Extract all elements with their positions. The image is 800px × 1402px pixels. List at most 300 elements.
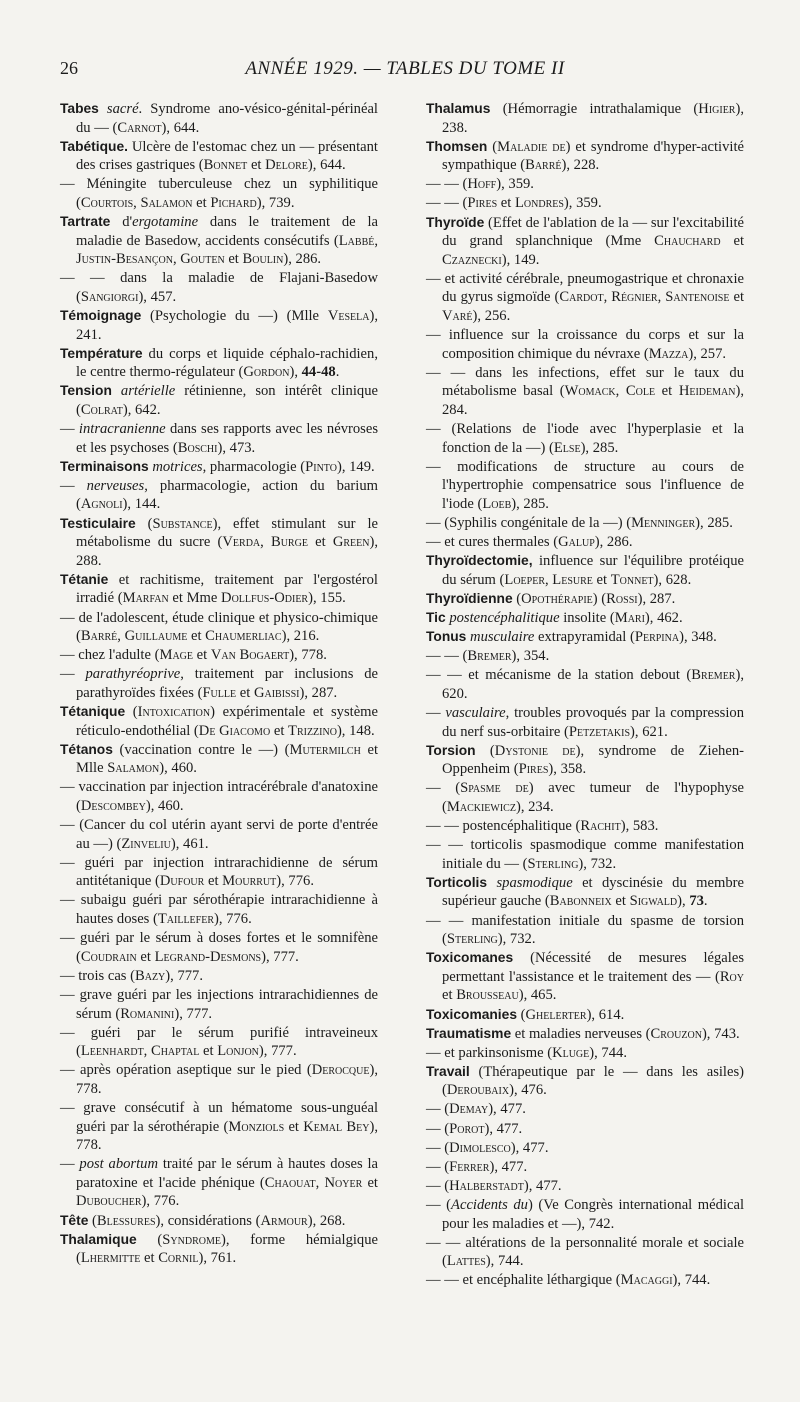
entry-text: ), 744. <box>485 1253 524 1270</box>
entry-text: — ( <box>426 1158 450 1175</box>
index-entry <box>60 703 378 740</box>
entry-headword: Tic <box>426 610 446 626</box>
entry-text: dans ses rapports avec les névroses et les psychoses ( <box>76 421 378 456</box>
entry-text: Armour <box>260 1212 308 1229</box>
entry-text: artérielle <box>111 383 176 400</box>
entry-text: Pichard <box>210 194 257 211</box>
entry-text: ( <box>88 1212 97 1229</box>
entry-text: ), 644. <box>161 119 200 136</box>
entry-text: Mutermilch <box>289 741 361 758</box>
entry-text: ), 460. <box>145 797 184 814</box>
entry-headword: Température <box>60 345 143 361</box>
entry-text: — — et mécanisme de la station debout ( <box>426 667 692 684</box>
entry-text: ), 241. <box>76 308 378 343</box>
entry-text: ), <box>289 364 302 381</box>
index-entry <box>426 1271 744 1290</box>
entry-text: ), 216. <box>281 628 320 645</box>
entry-text: post abortum <box>79 1156 159 1173</box>
entry-text: Fulle <box>202 684 237 701</box>
entry-text: et <box>187 628 206 645</box>
entry-text: . <box>703 893 708 910</box>
entry-text: Substance <box>152 515 213 532</box>
entry-text: ), 238. <box>442 101 744 136</box>
entry-text: De Giacomo <box>198 722 271 739</box>
entry-text: Taillefer <box>157 911 215 928</box>
entry-text: (vaccination contre le —) ( <box>112 741 290 758</box>
entry-text: — ( <box>426 1120 450 1137</box>
entry-text: ) ( <box>592 590 607 607</box>
entry-text: ), 732. <box>497 931 536 948</box>
entry-headword: Témoignage <box>60 308 142 324</box>
index-entry <box>426 609 744 628</box>
entry-text: ), 155. <box>308 590 346 607</box>
entry-text: Higier <box>698 101 736 117</box>
entry-text: Macaggi <box>620 1272 673 1289</box>
entry-text: lle <box>88 760 104 777</box>
index-entry <box>426 1100 744 1119</box>
entry-text: — après opération aseptique sur le pied ( <box>60 1062 312 1079</box>
index-column-left <box>60 100 378 1268</box>
entry-text: ), 778. <box>76 1062 378 1097</box>
entry-text: ), 354. <box>511 648 550 665</box>
entry-text: Romanini <box>120 1005 175 1022</box>
entry-headword: Thalamus <box>426 101 491 116</box>
entry-text: ), 149. <box>336 458 375 475</box>
index-entry <box>60 100 378 137</box>
entry-text: — et parkinsonisme ( <box>426 1044 553 1061</box>
entry-headword: Torticolis <box>426 874 488 890</box>
entry-text: ), 461. <box>170 835 209 852</box>
entry-text: ), 644. <box>307 157 346 174</box>
entry-text: — (Cancer du col utérin ayant servi de porte d'entrée au —) ( <box>60 817 378 852</box>
entry-text: ), 777. <box>258 1043 297 1060</box>
entry-text: — — ( <box>426 176 468 193</box>
entry-text: Syndrome <box>162 1231 221 1248</box>
entry-text: me <box>623 233 642 250</box>
entry-text: Cornil <box>158 1250 199 1267</box>
entry-text: — — dans la maladie de Flajani-Basedow ( <box>60 270 378 305</box>
entry-text: Mazza <box>648 345 689 362</box>
entry-text: et M <box>168 590 200 607</box>
entry-text: Trizzino <box>288 722 337 739</box>
running-title: ANNÉE 1929. — TABLES DU TOME II <box>245 58 565 79</box>
index-entry <box>426 949 744 1005</box>
index-entry <box>426 647 744 666</box>
entry-text: — modifications de structure au cours de l'hypertrophie compensatrice sous l'influence de l'iode ( <box>426 458 744 512</box>
entry-headword: Thomsen <box>426 138 488 154</box>
entry-headword: Tétanique <box>60 704 126 719</box>
entry-headword: Terminaisons <box>60 458 149 474</box>
entry-text: — <box>60 477 87 494</box>
entry-text: ), 621. <box>630 723 668 740</box>
entry-text: Opothérapie <box>521 590 593 607</box>
entry-text: Chauchard <box>654 233 721 250</box>
entry-text: , troubles provoqués par la compression du nerf sus-orbitaire ( <box>442 705 744 740</box>
entry-text: ), 776. <box>276 873 314 890</box>
entry-text: — — torticolis spasmodique comme manifestation initiale du — ( <box>426 837 744 872</box>
entry-text: Sangiorgi <box>80 288 139 305</box>
entry-text: Galup <box>558 534 595 551</box>
entry-text: — guéri par injection intrarachidienne de sérum antitétanique ( <box>60 854 378 890</box>
entry-text: et <box>307 534 333 551</box>
entry-text: Spasme de <box>460 780 529 797</box>
index-entry <box>60 609 378 646</box>
index-entry <box>60 778 378 815</box>
entry-text: ), 477. <box>523 1177 562 1194</box>
entry-text: ), 285. <box>580 439 619 456</box>
entry-text: — <box>60 1156 80 1173</box>
entry-text: et <box>199 1043 218 1060</box>
entry-text: ), forme hémialgique ( <box>76 1231 378 1267</box>
entry-text: Roy <box>719 968 744 985</box>
index-column-right <box>426 100 744 1290</box>
entry-text: lle <box>304 308 320 325</box>
entry-text: ), 744. <box>589 1044 627 1061</box>
entry-text: Rossi <box>606 590 638 607</box>
index-entry <box>60 213 378 269</box>
entry-text: — <box>60 666 86 683</box>
entry-text: spasmodique <box>487 874 573 891</box>
entry-text: Chaouat, Noyer <box>264 1174 363 1191</box>
index-entry <box>426 590 744 609</box>
entry-text: — trois cas ( <box>60 967 135 984</box>
entry-text: Dystonie de <box>494 742 576 759</box>
entry-headword: Tabes <box>60 101 99 116</box>
entry-text: Boulin <box>242 251 284 268</box>
entry-text: ergotamine <box>132 214 199 231</box>
entry-text: ), 642. <box>122 402 161 418</box>
index-entry <box>426 817 744 836</box>
entry-text: Sterling <box>446 931 498 948</box>
entry-text: ), 285. <box>511 495 549 512</box>
entry-text: ), <box>677 893 690 910</box>
entry-text: ), 473. <box>217 439 256 456</box>
entry-text: Carnot <box>117 119 162 136</box>
entry-text: Pires <box>467 195 498 212</box>
entry-text: ), 477. <box>510 1139 549 1156</box>
index-entry <box>60 138 378 175</box>
index-entry <box>426 175 744 194</box>
entry-text: Blessures <box>96 1212 156 1229</box>
entry-text: Womack, Cole <box>564 383 656 400</box>
entry-text: (Psychologie du —) (M <box>141 308 305 325</box>
entry-text: Demay <box>449 1101 489 1118</box>
entry-text: Czaznecki <box>442 251 502 268</box>
entry-text: Tonnet <box>610 571 654 588</box>
entry-text: Marfan <box>122 590 169 607</box>
entry-text: Sigwald <box>629 893 678 910</box>
index-entry <box>60 477 378 514</box>
entry-text: — Méningite tuberculeuse chez un syphilitique ( <box>60 176 378 211</box>
entry-headword: Tonus <box>426 629 467 645</box>
entry-text: Ferrer <box>449 1158 490 1175</box>
entry-text: Colrat <box>80 402 123 418</box>
entry-text: Chaumerliac <box>205 628 282 645</box>
entry-headword: Thyroïdectomie, <box>426 553 533 569</box>
entry-text: ), 628. <box>653 571 692 588</box>
entry-text: ), syndrome de Ziehen-Oppenheim ( <box>442 742 744 778</box>
index-entry <box>60 854 378 891</box>
entry-text: intracranienne <box>78 421 166 438</box>
entry-text: ), 777. <box>174 1005 213 1022</box>
entry-text: Maladie de <box>497 138 566 155</box>
entry-text: et <box>204 873 223 890</box>
entry-text: Courtois, Salamon <box>80 194 193 211</box>
index-entry <box>426 1006 744 1025</box>
entry-text: Descombey <box>80 797 146 814</box>
entry-text: ), 457. <box>138 288 177 305</box>
entry-text: Mourrut <box>222 873 277 890</box>
entry-text: Coudrain <box>80 948 137 965</box>
index-entry <box>426 214 744 270</box>
entry-text: Vesela <box>327 308 370 325</box>
entry-text: et <box>270 722 289 739</box>
entry-text: d' <box>110 214 133 231</box>
entry-text: Deroubaix <box>446 1082 510 1099</box>
entry-text: — — et encéphalite léthargique ( <box>426 1272 621 1289</box>
entry-text: Bonnet <box>203 157 248 174</box>
entry-text: ), 778. <box>76 1118 378 1154</box>
entry-text: du corps et liquide céphalo-rachidien, le centre thermo-régulateur ( <box>76 345 378 381</box>
index-entry <box>426 420 744 457</box>
entry-text: Delore <box>265 157 308 174</box>
entry-text: Agnoli <box>80 496 123 513</box>
entry-text: Perpina <box>634 629 680 646</box>
entry-text: ), 287. <box>637 590 676 607</box>
entry-text: et maladies nerveuses ( <box>511 1025 651 1042</box>
index-entry <box>426 874 744 911</box>
entry-text: Van Bogaert <box>210 647 290 664</box>
entry-text: Intoxication <box>137 704 211 720</box>
entry-text: dans le traitement de la maladie de Basedow, accidents consécutifs ( <box>76 214 378 249</box>
entry-text: ), 358. <box>548 761 587 778</box>
entry-text: ), 620. <box>442 667 744 702</box>
entry-text: ), 460. <box>159 760 197 777</box>
entry-text: — (Syphilis congénitale de la —) ( <box>426 515 632 532</box>
entry-text: Brousseau <box>456 987 519 1004</box>
entry-text: ), 761. <box>198 1250 237 1267</box>
entry-text: et <box>284 1118 304 1135</box>
entry-text: — grave consécutif à un hématome sous-unguéal guéri par la sérothérapie ( <box>60 1099 378 1135</box>
index-entry <box>426 514 744 533</box>
entry-text: me <box>199 590 218 607</box>
page-header <box>60 58 750 88</box>
entry-text: et <box>193 647 211 664</box>
entry-text: — et cures thermales ( <box>426 534 559 551</box>
entry-text: ( <box>487 138 498 155</box>
index-entry <box>426 100 744 137</box>
entry-text: ), 359. <box>563 195 602 212</box>
index-entry <box>60 986 378 1023</box>
entry-text: ), effet stimulant sur le métabolisme du sucre ( <box>76 515 378 551</box>
entry-headword: Thalamique <box>60 1231 137 1247</box>
entry-text: et M <box>76 741 378 777</box>
index-entry <box>426 364 744 420</box>
entry-text: Loeb <box>482 495 512 512</box>
entry-text: et <box>192 194 211 211</box>
entry-text: Sterling <box>527 855 579 872</box>
entry-text: ) et syndrome d'hyper-activité sympathique ( <box>442 138 744 174</box>
entry-text: — subaigu guéri par sérothérapie intrarachidienne à hautes doses ( <box>60 892 378 928</box>
entry-text: ), 286. <box>594 534 633 551</box>
entry-text: Lonjon <box>217 1043 259 1060</box>
index-entry <box>426 1139 744 1158</box>
entry-text: ), 256. <box>472 308 511 325</box>
entry-text: ), 286. <box>283 251 322 268</box>
entry-text: — ( <box>426 1196 452 1213</box>
index-entry <box>426 742 744 779</box>
entry-text: , pharmacologie ( <box>202 458 306 475</box>
entry-text: Crouzon <box>650 1025 702 1042</box>
entry-text: ), 234. <box>515 798 554 815</box>
entry-text: Menninger <box>631 515 696 532</box>
entry-text: — ( <box>426 1177 450 1194</box>
entry-text: ), 144. <box>122 496 161 513</box>
index-entry <box>426 628 744 647</box>
entry-text: . <box>335 364 340 381</box>
index-entry <box>60 420 378 457</box>
entry-text: ), 465. <box>518 987 557 1004</box>
entry-text: — grave guéri par les injections intrarachidiennes de sérum ( <box>60 986 378 1022</box>
entry-text: vasculaire <box>445 705 506 721</box>
entry-text: motrices <box>148 458 203 475</box>
entry-headword: Tartrate <box>60 214 111 230</box>
entry-text: et <box>611 893 630 910</box>
entry-text: ), 462. <box>644 610 683 627</box>
entry-headword: Traumatisme <box>426 1025 512 1041</box>
entry-text: ), 148. <box>336 722 375 739</box>
entry-text: ), 228. <box>561 157 600 174</box>
entry-text: ) avec tumeur de l'hypophyse ( <box>442 780 744 815</box>
index-entry <box>426 194 744 213</box>
entry-text: et dyscinésie du membre supérieur gauche ( <box>442 874 744 910</box>
index-entry <box>60 382 378 419</box>
entry-text: — <box>426 705 446 721</box>
entry-text: ), 268. <box>307 1212 346 1229</box>
entry-text: et <box>224 251 243 268</box>
entry-text: — influence sur la croissance du corps et sur la composition chimique du névraxe ( <box>426 327 744 362</box>
entry-text: — de l'adolescent, étude clinique et physico-chimique ( <box>60 609 378 645</box>
index-entry <box>60 665 378 702</box>
entry-text: Monziols <box>228 1118 285 1135</box>
entry-text: Bremer <box>467 648 512 665</box>
index-entry <box>60 967 378 986</box>
entry-text: — vaccination par injection intracérébrale d'anatoxine ( <box>60 779 378 814</box>
entry-text: ), 348. <box>679 629 717 646</box>
entry-text: ( <box>475 742 495 759</box>
entry-text: — ( <box>426 1101 450 1118</box>
index-entry <box>60 891 378 928</box>
entry-text: insolite ( <box>559 610 615 627</box>
entry-text: Congrès international médical pour les maladies et —), 742. <box>442 1196 744 1232</box>
entry-text: rétinienne, son intérêt clinique ( <box>76 383 378 418</box>
entry-headword: Tabétique. <box>60 138 128 154</box>
entry-text: et <box>720 233 745 250</box>
index-entry <box>426 1025 744 1044</box>
entry-text: Dollfus-Odier <box>221 590 309 607</box>
entry-text: postencéphalitique <box>445 610 560 627</box>
entry-text: Mari <box>614 610 645 627</box>
entry-text: ) expérimentale et système réticulo-endothélial ( <box>76 704 378 739</box>
entry-text: Gordon <box>243 364 290 381</box>
index-entry <box>60 515 378 571</box>
entry-text: — — altérations de la personnalité morale et sociale ( <box>426 1234 744 1270</box>
entry-text: Legrand-Desmons <box>154 948 262 965</box>
entry-text: ), 477. <box>489 1158 528 1175</box>
index-entry <box>426 1177 744 1196</box>
index-entry <box>426 1120 744 1139</box>
entry-text: ), 776. <box>214 911 252 928</box>
index-entry <box>426 1063 744 1100</box>
index-entry <box>60 929 378 966</box>
entry-headword: Toxicomanes <box>426 950 514 966</box>
index-entry <box>60 1061 378 1098</box>
entry-text: Hoff <box>467 176 497 193</box>
entry-text: ), 287. <box>299 684 338 701</box>
entry-text: Derocque <box>311 1062 370 1079</box>
entry-text: sacré <box>98 101 139 117</box>
entry-text: — — postencéphalitique ( <box>426 818 581 835</box>
entry-text: Loeper, Lesure <box>504 571 593 588</box>
entry-text: parathyréoprive <box>85 666 181 683</box>
entry-text: musculaire <box>466 629 535 646</box>
entry-text: (Nécessité de mesures légales permettant l'assistance et le traitement des — ( <box>442 950 744 985</box>
entry-text: ), 732. <box>578 855 617 872</box>
entry-text: et <box>362 1174 378 1191</box>
entry-text: Petzetakis <box>568 723 631 740</box>
entry-text: ), 777. <box>165 967 203 984</box>
entry-text: Ghelerter <box>525 1006 587 1023</box>
entry-text: ), 477. <box>488 1101 526 1118</box>
entry-text: extrapyramidal ( <box>534 629 635 646</box>
entry-text: et <box>236 684 254 701</box>
entry-text: Dufour <box>159 873 205 890</box>
index-entry <box>426 1044 744 1063</box>
index-entry <box>426 666 744 703</box>
entry-text: Heideman <box>678 383 736 400</box>
index-entry <box>60 1212 378 1231</box>
entry-headword: Tétanos <box>60 741 113 757</box>
entry-text: Pires <box>518 761 549 778</box>
entry-text: , pharmacologie, action du barium ( <box>76 477 378 513</box>
entry-text: Barré <box>525 157 562 174</box>
entry-text: ), 739. <box>256 194 295 211</box>
entry-headword: Tétanie <box>60 571 109 587</box>
entry-text: ), 477. <box>484 1120 523 1137</box>
index-entry <box>60 458 378 477</box>
entry-text: — ( <box>426 780 461 797</box>
entry-text: (Thérapeutique par le — dans les asiles) ( <box>442 1063 744 1099</box>
entry-text: — — ( <box>426 648 468 665</box>
entry-text: Leenhardt, Chaptal <box>80 1043 200 1060</box>
entry-text: ( <box>125 704 138 720</box>
index-entry <box>426 138 744 175</box>
index-entry <box>60 345 378 382</box>
entry-text: — et activité cérébrale, pneumogastrique et chronaxie du gyrus sigmoïde ( <box>426 270 744 306</box>
entry-text: ), 777. <box>261 948 299 965</box>
index-entry <box>426 1158 744 1177</box>
entry-headword: Tension <box>60 383 112 399</box>
entry-text: — <box>60 421 79 438</box>
entry-text <box>319 308 328 324</box>
entry-text: ), 744. <box>672 1272 711 1289</box>
entry-text: — chez l'adulte ( <box>60 647 160 664</box>
entry-text: Green <box>332 534 370 551</box>
entry-text: et <box>140 1250 159 1267</box>
entry-text: et <box>136 948 155 965</box>
entry-text: e <box>552 1196 559 1213</box>
entry-text: Bazy <box>134 967 166 984</box>
